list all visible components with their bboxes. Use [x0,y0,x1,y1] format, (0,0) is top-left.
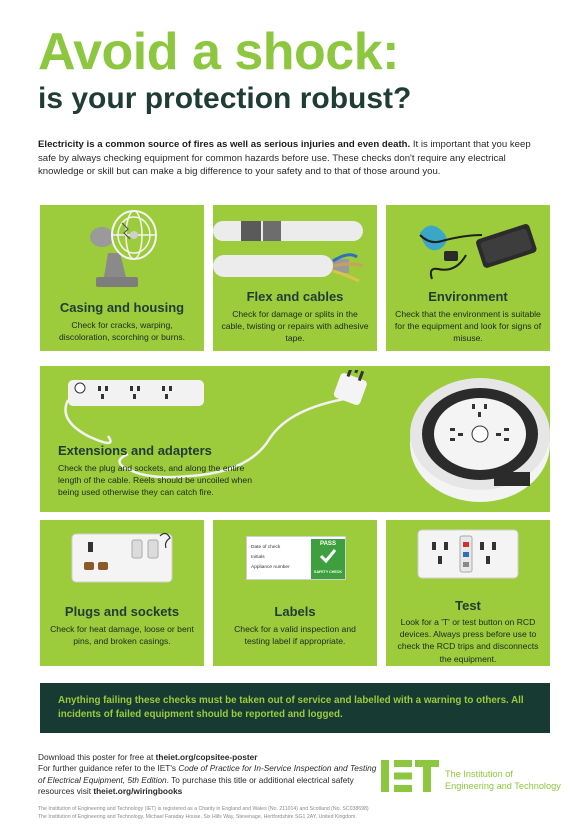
logo-line1: The Institution of [445,769,513,779]
card-title: Casing and housing [59,300,185,315]
card-title: Test [455,598,481,613]
card-environment [386,205,550,351]
logo-line2: Engineering and Technology [445,780,561,791]
card-plugs-sockets [40,520,204,666]
card-title: Extensions and adapters [58,443,212,458]
guidance-title: Code of Practice for In-Service Inspection and Testing of Electrical Equipment, 5th Edition [38,763,377,785]
legal-line1: The Institution of Engineering and Technology (IET) is registered as a Charity in England and Wales (No. 211014) and Scotland (No. SC038698) [38,806,369,812]
pat-label [246,536,346,580]
socket-icon [70,532,176,586]
safety-check-text: SAFETY CHECK [314,570,342,574]
intro-text: It is important that you keep safe by always checking equipment for common hazards before use. These checks don't require any electrical knowledge or skill but can make a big difference to your safety and to that of those around you. [38,139,531,178]
legal-text [38,806,558,821]
cable-reel-icon [400,372,550,508]
card-text: Check for cracks, warping, discoloration, scorching or burns. [58,320,186,343]
card-flex-cables [213,205,377,351]
fan-icon [82,209,166,293]
footer-text [38,752,378,798]
card-text: Check the plug and sockets, and along the entire length of the cable. Reels should be uncoiled when being used otherwise they can catch fire. [58,463,252,498]
card-title: Labels [274,604,316,619]
intro-bold: Electricity is a common source of fires as well as serious injuries and even death. [38,139,411,150]
label-date-field: Date of check [251,545,281,550]
purchase-link[interactable]: theiet.org/wiringbooks [93,786,183,797]
poster-title: Avoid a shock: [38,23,399,81]
legal-line2: The Institution of Engineering and Technology, Michael Faraday House, Six Hills Way, Stevenage, Hertfordshire SG1 2AY, United Kingdom. [38,813,357,820]
guidance-text: For further guidance refer to the IET's [38,763,179,774]
purchase-text: . To purchase this title or additional electrical safety resources visit [38,774,354,797]
card-test [386,520,550,666]
card-text: Check for heat damage, loose or bent pins, and broken casings. [50,624,194,647]
download-link[interactable]: theiet.org/copsitee-poster [155,752,258,762]
card-title: Plugs and sockets [64,604,180,619]
pass-text: PASS [320,541,336,547]
iet-logo-text [445,769,565,792]
card-text: Check for a valid inspection and testing label if appropriate. [234,624,356,647]
cable-icon [213,215,377,287]
label-appliance-field: Appliance number [251,564,290,570]
card-text: Look for a 'T' or test button on RCD devices. Always press before use to check the RCD trips and disconnects the equipment. [397,617,539,664]
download-text: Download this poster for free at [38,752,156,762]
card-title: Environment [428,289,508,304]
card-extensions-adapters [40,366,550,512]
checkmark-icon [318,547,338,565]
card-text: Check for damage or splits in the cable, twisting or repairs with adhesive tape. [221,309,369,344]
rcd-socket-icon [416,528,522,580]
card-labels [213,520,377,666]
iet-logo-icon [381,760,441,792]
warning-banner: Anything failing these checks must be taken out of service and labelled with a warning to others. All incidents of failed equipment should be reported and logged. [40,683,550,733]
intro-paragraph [38,138,550,179]
card-casing-housing [40,205,204,351]
adapter-icon [406,211,546,283]
card-title: Flex and cables [246,289,344,304]
card-text: Check that the environment is suitable for the equipment and look for signs of misuse. [394,309,542,344]
poster-subtitle: is your protection robust? [38,82,412,115]
label-initials-field: Initials [251,554,265,560]
